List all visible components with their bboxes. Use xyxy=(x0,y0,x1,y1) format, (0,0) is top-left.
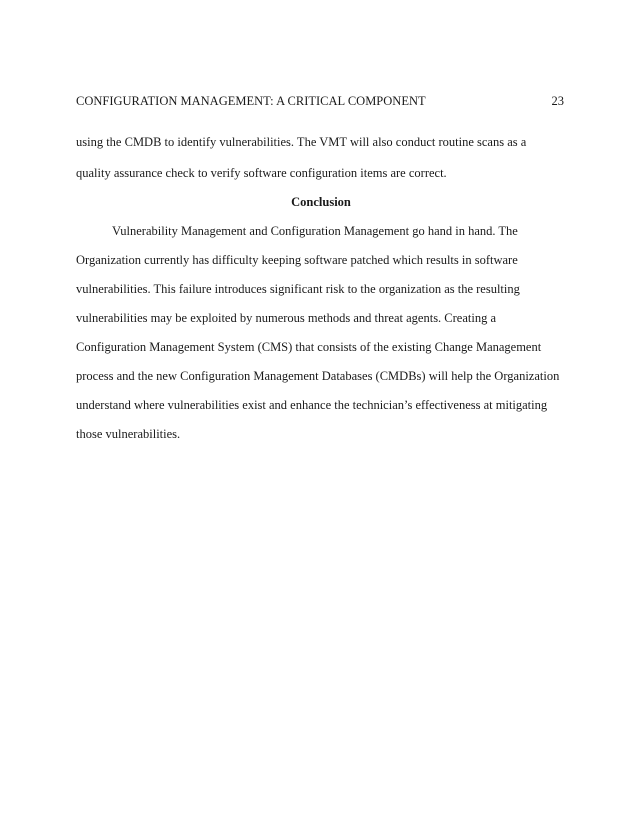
paragraph-2-line-2: Organization currently has difficulty keeping software patched which results in software xyxy=(76,253,518,267)
paragraph-2-line-4: vulnerabilities may be exploited by numerous methods and threat agents. Creating a xyxy=(76,311,497,325)
paragraph-2-line-3: vulnerabilities. This failure introduces significant risk to the organization as the resulting xyxy=(76,282,520,296)
running-head xyxy=(76,92,564,110)
paragraph-2-line-8: those vulnerabilities. xyxy=(76,427,181,441)
paragraph-2-line-7: understand where vulnerabilities exist and enhance the technician’s effectiveness at mitigating xyxy=(76,398,548,412)
running-head-title: CONFIGURATION MANAGEMENT: A CRITICAL COMPONENT xyxy=(76,94,426,108)
paragraph-1-line-1: using the CMDB to identify vulnerabilities. The VMT will also conduct routine scans as a xyxy=(76,135,527,149)
paragraph-2-line-6: process and the new Configuration Management Databases (CMDBs) will help the Organization xyxy=(76,369,560,383)
page-number: 23 xyxy=(551,94,564,108)
paragraph-1-line-2: quality assurance check to verify software configuration items are correct. xyxy=(76,166,447,180)
section-heading-conclusion: Conclusion xyxy=(291,195,351,209)
paragraph-2-line-5: Configuration Management System (CMS) that consists of the existing Change Management xyxy=(76,340,542,354)
paragraph-2-line-1: Vulnerability Management and Configuration Management go hand in hand. The xyxy=(112,224,518,238)
